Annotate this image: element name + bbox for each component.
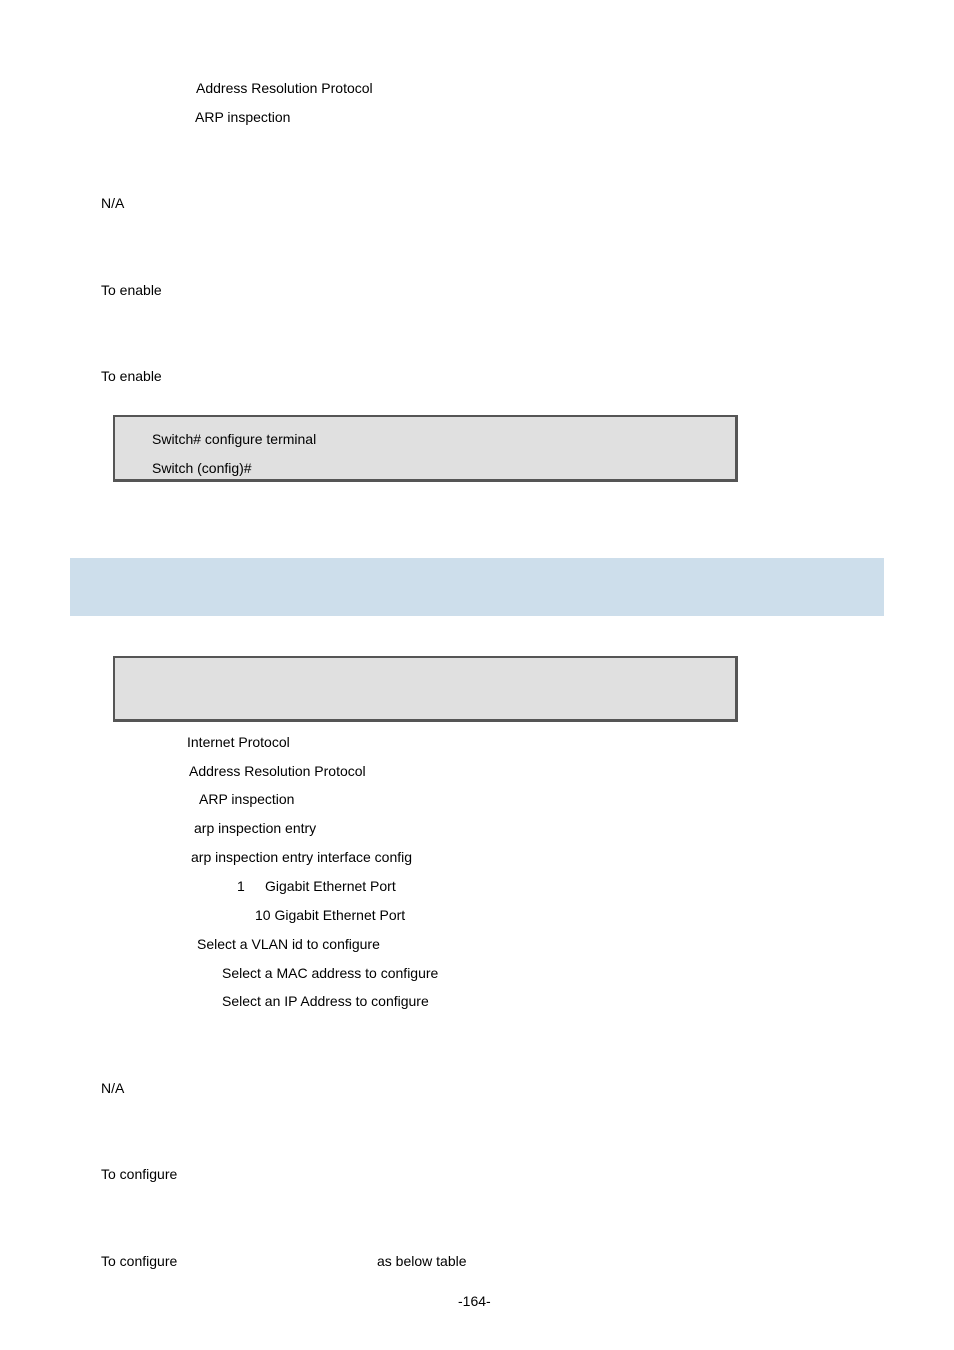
code-line: Switch# configure terminal bbox=[152, 431, 317, 447]
param-arp-label: Address Resolution Protocol bbox=[196, 80, 373, 96]
param-label: 10 Gigabit Ethernet Port bbox=[255, 907, 406, 923]
param-label: ARP inspection bbox=[199, 791, 295, 807]
param-label: arp inspection entry bbox=[194, 820, 317, 836]
param-label: Select a VLAN id to configure bbox=[197, 936, 380, 952]
param-label: arp inspection entry interface config bbox=[191, 849, 413, 865]
usage-text: To enable bbox=[101, 282, 162, 298]
param-label: Select a MAC address to configure bbox=[222, 965, 439, 981]
code-example-box bbox=[113, 415, 738, 482]
example-text: To configure bbox=[101, 1253, 178, 1269]
param-inspection-label: ARP inspection bbox=[195, 109, 291, 125]
param-label: Select an IP Address to configure bbox=[222, 993, 429, 1009]
param-label: Internet Protocol bbox=[187, 734, 290, 750]
param-label: Gigabit Ethernet Port bbox=[265, 878, 396, 894]
usage-text: To configure bbox=[101, 1166, 178, 1182]
example-text: as below table bbox=[377, 1253, 467, 1269]
example-text: To enable bbox=[101, 368, 162, 384]
code-line: Switch (config)# bbox=[152, 460, 252, 476]
default-value: N/A bbox=[101, 195, 125, 211]
param-label: Address Resolution Protocol bbox=[189, 763, 366, 779]
port-index: 1 bbox=[237, 878, 245, 894]
page-number: -164- bbox=[458, 1293, 491, 1309]
section-heading-bar bbox=[70, 558, 884, 616]
default-value: N/A bbox=[101, 1080, 125, 1096]
command-syntax-box bbox=[113, 656, 738, 722]
